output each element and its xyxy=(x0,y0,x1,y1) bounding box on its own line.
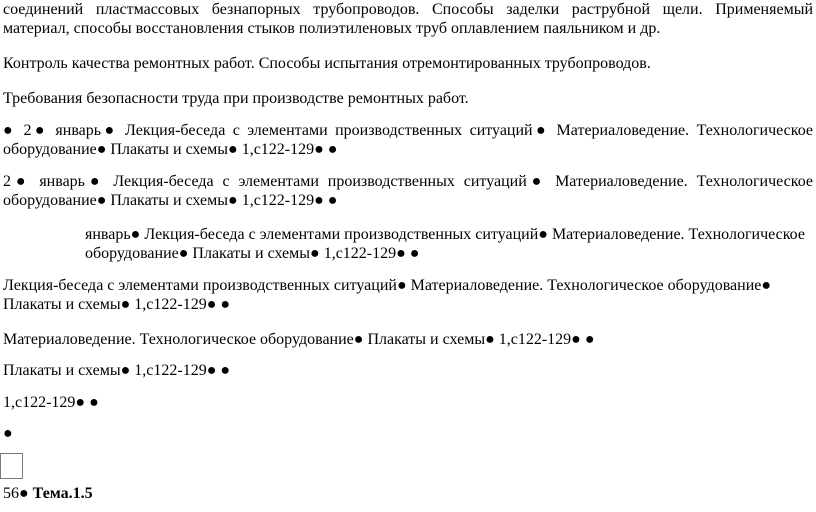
paragraph-schedule-row-2: 2● январь● Лекция-беседа с элементами производственных ситуаций● Материаловедение. Технологическое оборудование● Плакаты и схемы● 1,с122-129● ● xyxy=(3,173,813,209)
paragraph-bullet: ● xyxy=(3,425,13,442)
paragraph-quality-control: Контроль качества ремонтных работ. Способы испытания отремонтированных трубопроводов. xyxy=(3,55,651,72)
paragraph-schedule-row-3: январь● Лекция-беседа с элементами производственных ситуаций● Материаловедение. Технологическое оборудование● Плакаты и схемы● 1,с122-129● ● xyxy=(85,226,805,262)
footer-line xyxy=(3,484,813,503)
paragraph-schedule-row-1: ● 2● январь● Лекция-беседа с элементами производственных ситуаций● Материаловедение. Технологическое оборудование● Плакаты и схемы● 1,с122-129● ● xyxy=(3,122,813,158)
paragraph-schedule-row-6: Плакаты и схемы● 1,с122-129● ● xyxy=(3,362,231,379)
page-number: 56● xyxy=(3,485,33,502)
paragraph-schedule-row-4: Лекция-беседа с элементами производственных ситуаций● Материаловедение. Технологическое оборудование● Плакаты и схемы● 1,с122-129● ● xyxy=(3,277,772,313)
section-title: Тема.1.5 xyxy=(32,485,93,502)
paragraph-safety-requirements: Требования безопасности труда при производстве ремонтных работ. xyxy=(3,90,469,107)
paragraph-schedule-row-5: Материаловедение. Технологическое оборудование● Плакаты и схемы● 1,с122-129● ● xyxy=(3,331,595,348)
paragraph-repair-methods: соединений пластмассовых безнапорных трубопроводов. Способы заделки раструбной щели. Применяемый материал, способы восстановления стыков полиэтиленовых труб оплавлением паяльником и др. xyxy=(3,1,813,37)
empty-checkbox-frame xyxy=(0,453,23,479)
paragraph-schedule-row-7: 1,с122-129● ● xyxy=(3,394,99,411)
